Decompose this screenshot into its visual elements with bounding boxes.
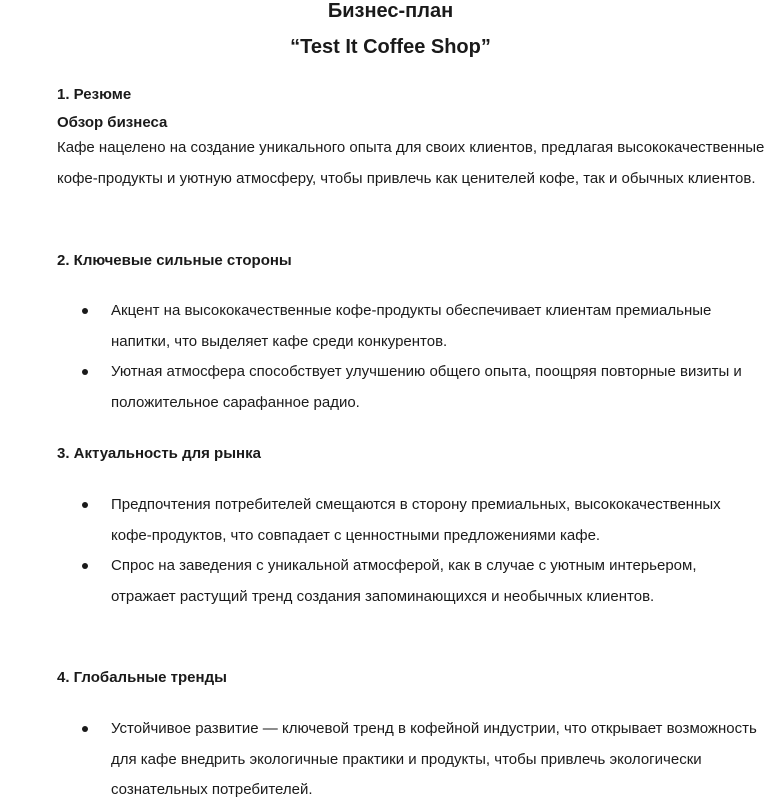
list-item: [0, 490, 761, 551]
list-item: [0, 357, 761, 418]
bullet-icon: [82, 502, 88, 508]
list-item-text: Предпочтения потребителей смещаются в сторону премиальных, высококачественных кофе-продуктов, что совпадает с ценностными предложениями кафе.: [111, 496, 721, 544]
bullet-list-market-relevance: [0, 490, 761, 612]
list-item: [0, 714, 761, 806]
list-item: [0, 296, 761, 357]
subheading-business-overview: Обзор бизнеса: [57, 114, 168, 131]
list-item-text: Уютная атмосфера способствует улучшению общего опыта, поощряя повторные визиты и положительное сарафанное радио.: [111, 363, 742, 411]
section-heading-market-relevance: 3. Актуальность для рынка: [57, 445, 261, 462]
bullet-list-global-trends: [0, 714, 761, 806]
section-heading-summary: 1. Резюме: [57, 86, 132, 103]
section-heading-key-strengths: 2. Ключевые сильные стороны: [57, 252, 292, 269]
list-item-text: Акцент на высококачественные кофе-продукты обеспечивает клиентам премиальные напитки, что выделяет кафе среди конкурентов.: [111, 302, 712, 350]
bullet-icon: [82, 308, 88, 314]
paragraph-business-overview: Кафе нацелено на создание уникального опыта для своих клиентов, предлагая высококачественные кофе-продукты и уютную атмосферу, чтобы привлечь как ценителей кофе, так и обычных клиентов.: [57, 139, 765, 187]
bullet-icon: [82, 563, 88, 569]
list-item-text: Устойчивое развитие — ключевой тренд в кофейной индустрии, что открывает возможность для кафе внедрить экологичные практики и продукты, чтобы привлечь экологически сознательных потребителей.: [111, 720, 757, 798]
section-heading-global-trends: 4. Глобальные тренды: [57, 669, 227, 686]
bullet-icon: [82, 726, 88, 732]
list-item: [0, 551, 761, 612]
bullet-list-key-strengths: [0, 296, 761, 418]
document-subtitle: “Test It Coffee Shop”: [290, 36, 491, 58]
document-title: Бизнес-план: [327, 0, 454, 22]
list-item-text: Спрос на заведения с уникальной атмосферой, как в случае с уютным интерьером, отражает растущий тренд создания запоминающихся и необычных клиентов.: [111, 557, 697, 605]
bullet-icon: [82, 369, 88, 375]
